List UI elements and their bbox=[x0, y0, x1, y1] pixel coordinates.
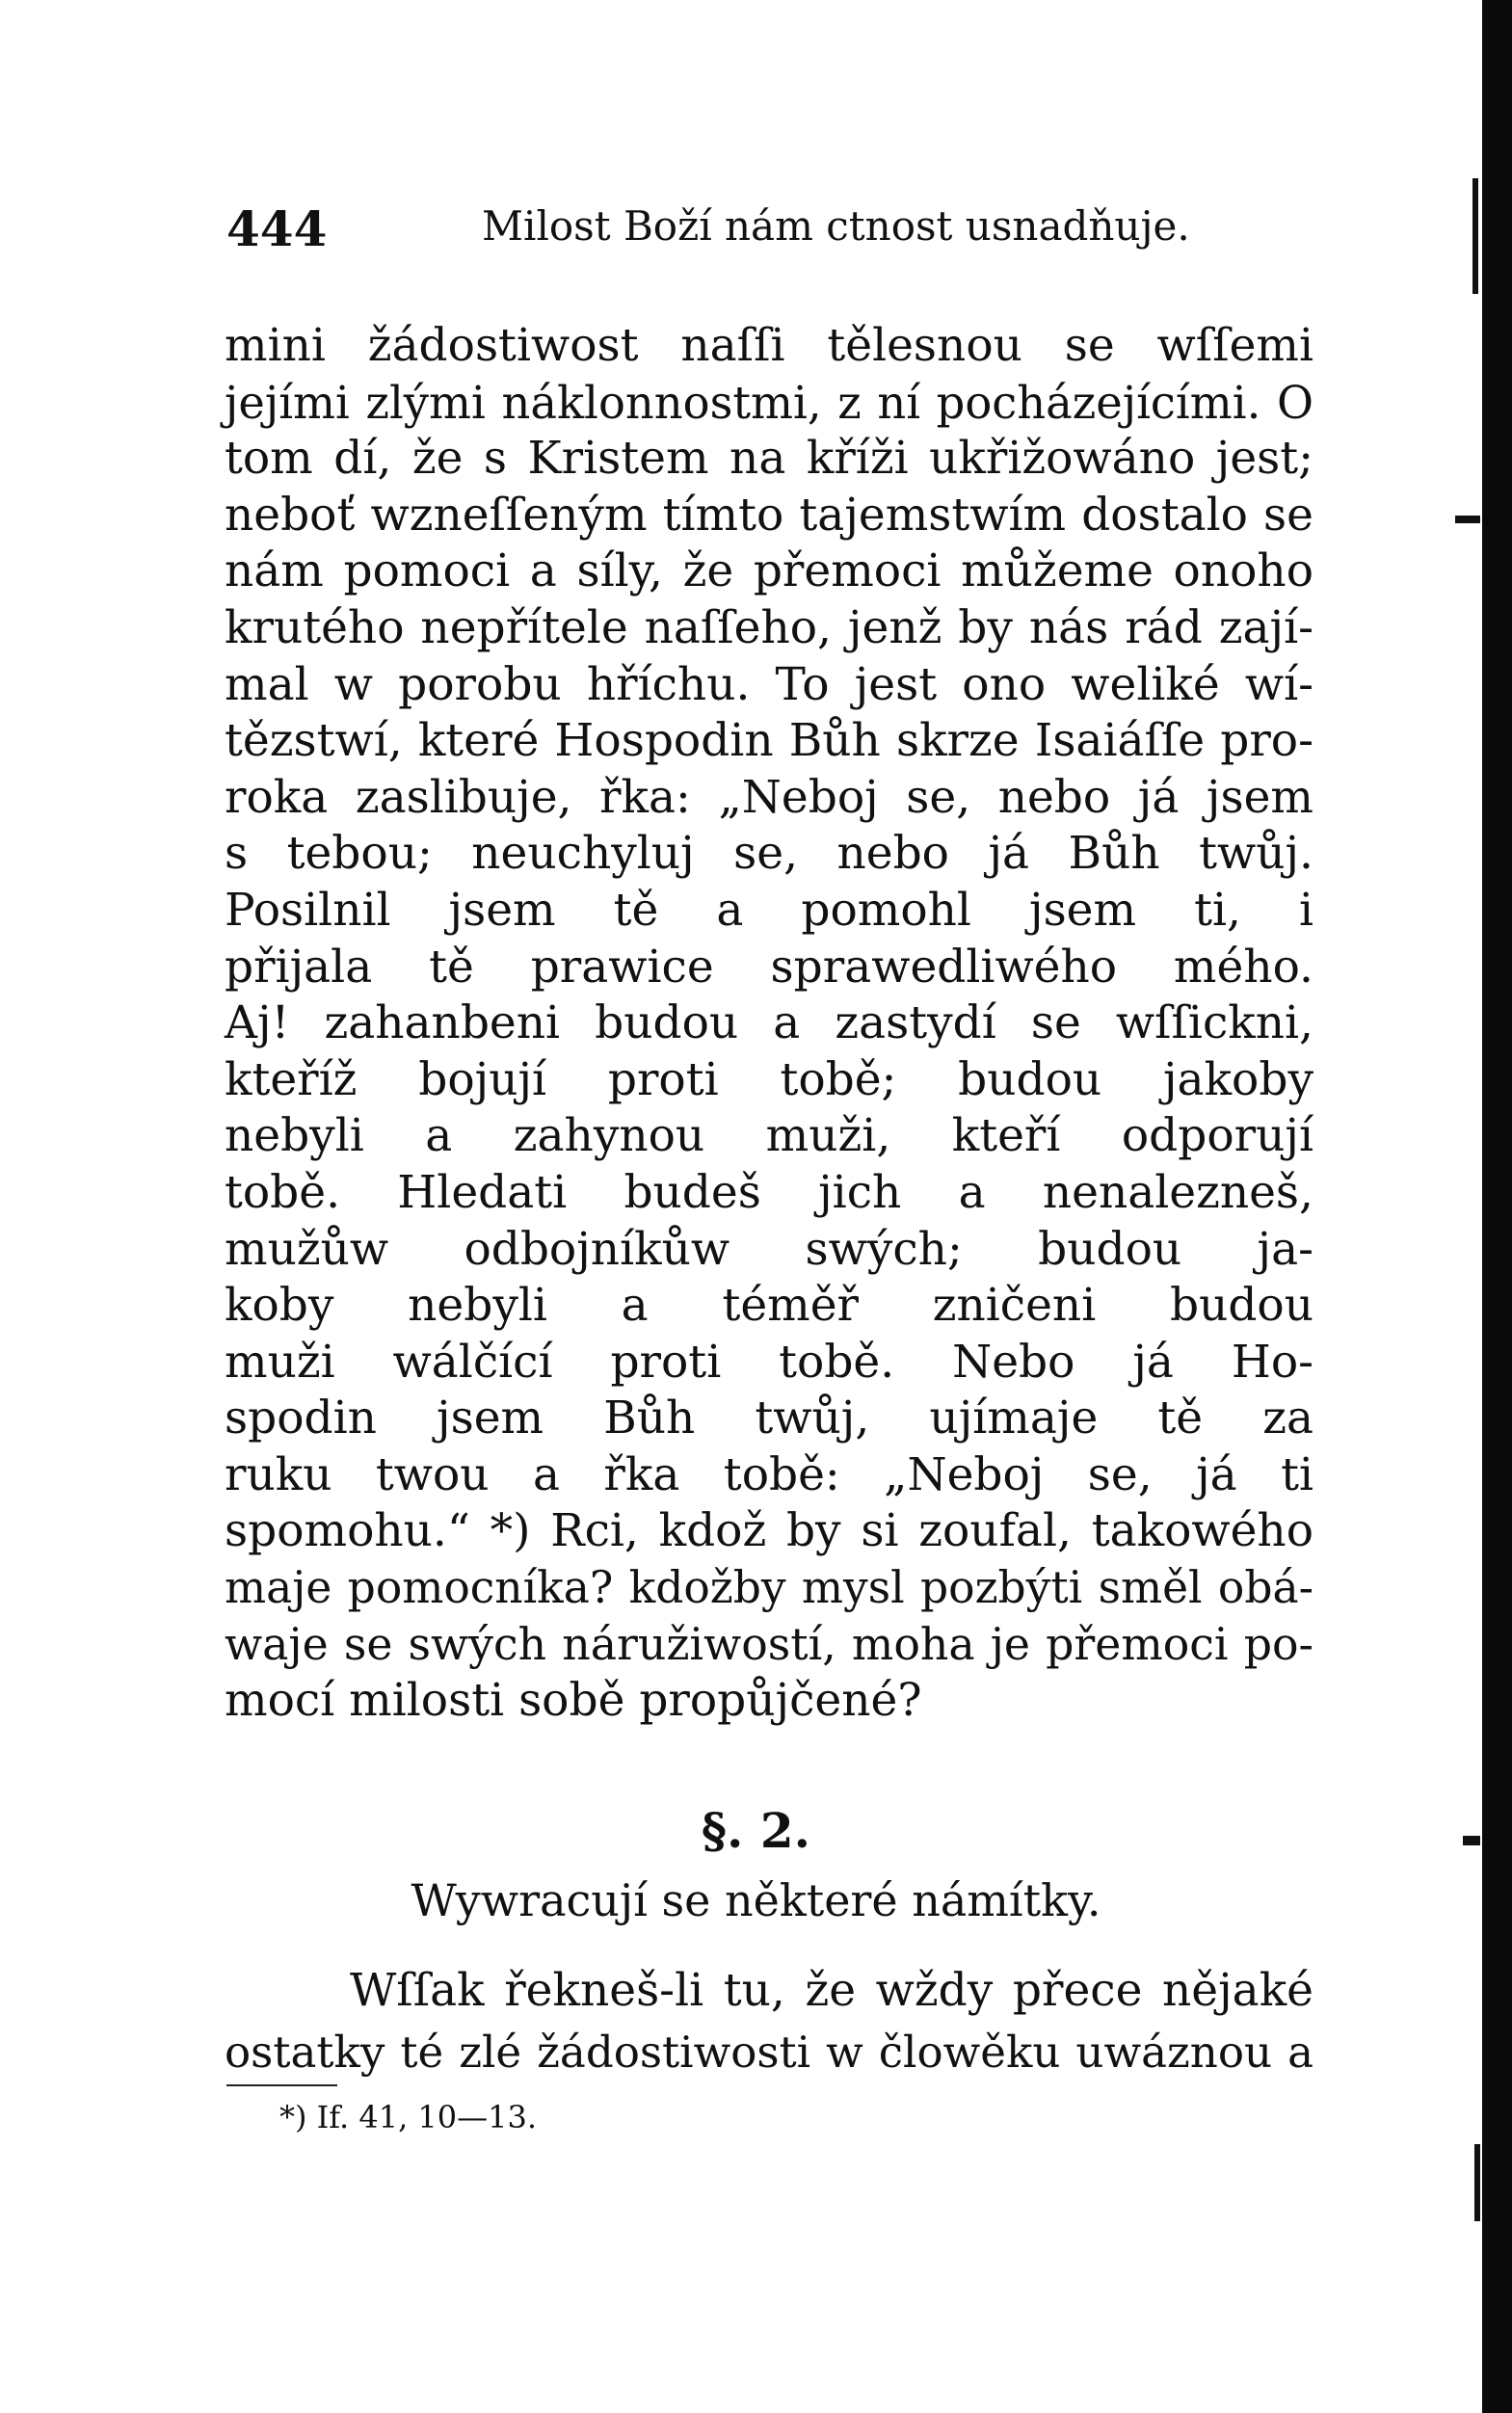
footnote: *) If. 41, 10—13. bbox=[279, 2099, 538, 2135]
text-line: spodin jsem Bůh twůj, ujímaje tě za bbox=[225, 1392, 1313, 1445]
footnote-rule bbox=[226, 2084, 337, 2086]
text-line: jejími zlými náklonnostmi, z ní pocházejícími. O bbox=[225, 376, 1313, 429]
text-line: ostatky té zlé žádostiwosti w člowěku uwáznou a bbox=[225, 2027, 1313, 2078]
text-line: neboť wzneſſeným tímto tajemstwím dostalo se bbox=[225, 488, 1313, 542]
text-line: přijala tě prawice sprawedliwého mého. bbox=[225, 940, 1313, 994]
text-line: muži wálčící proti tobě. Nebo já Ho- bbox=[225, 1335, 1313, 1389]
text-line: mužůw odbojníkůw swých; budou ja- bbox=[225, 1222, 1313, 1276]
section-number: §. 2. bbox=[701, 1802, 811, 1859]
text-line: Posilnil jsem tě a pomohl jsem ti, i bbox=[225, 883, 1313, 937]
text-line: spomohu.“ *) Rci, kdož by si zoufal, takowého bbox=[225, 1504, 1313, 1558]
text-line: waje se swých náružiwostí, moha je přemoci po- bbox=[225, 1618, 1313, 1670]
text-line: tom dí, že s Kristem na kříži ukřižowáno jest; bbox=[225, 432, 1313, 486]
text-line: Wſſak řekneš-li tu, že wždy přece nějaké bbox=[350, 1964, 1313, 2017]
text-line: mini žádostiwost naſſi tělesnou se wſſemi bbox=[225, 319, 1313, 372]
scan-mark bbox=[1463, 1836, 1480, 1845]
section-title: Wywracují se některé námítky. bbox=[411, 1874, 1101, 1926]
text-line: koby nebyli a téměř zničeni budou bbox=[225, 1279, 1313, 1333]
text-line: ruku twou a řka tobě: „Neboj se, já ti bbox=[225, 1447, 1313, 1501]
page-header bbox=[226, 193, 1306, 260]
text-line: nebyli a zahynou muži, kteří odporují bbox=[225, 1109, 1313, 1163]
text-line: kteříž bojují proti tobě; budou jakoby bbox=[225, 1052, 1313, 1106]
scan-border bbox=[1482, 0, 1512, 2413]
text-line: nám pomoci a síly, že přemoci můžeme onoho bbox=[225, 544, 1313, 598]
text-line: mal w porobu hříchu. To jest ono weliké wí- bbox=[225, 657, 1313, 711]
text-line: mocí milosti sobě propůjčené? bbox=[225, 1674, 922, 1728]
text-line: tobě. Hledati budeš jich a nenalezneš, bbox=[225, 1165, 1313, 1219]
scan-mark bbox=[1474, 2144, 1480, 2221]
page-number: 444 bbox=[226, 200, 328, 257]
scan-mark bbox=[1455, 516, 1480, 523]
paragraph-2 bbox=[225, 1960, 1313, 2083]
text-line: tězstwí, které Hospodin Bůh skrze Isaiáſſe pro- bbox=[225, 714, 1313, 768]
running-title: Milost Boží nám ctnost usnadňuje. bbox=[482, 202, 1190, 250]
text-line: maje pomocníka? kdožby mysl pozbýti směl obá- bbox=[225, 1562, 1313, 1614]
text-line: krutého nepřítele naſſeho, jenž by nás rád zají- bbox=[225, 600, 1313, 654]
scan-mark bbox=[1472, 178, 1478, 294]
text-line: roka zaslibuje, řka: „Neboj se, nebo já jsem bbox=[225, 770, 1313, 824]
text-line: Aj! zahanbeni budou a zastydí se wſſickni, bbox=[225, 996, 1313, 1050]
paragraph-1 bbox=[225, 318, 1313, 1730]
text-line: s tebou; neuchyluj se, nebo já Bůh twůj. bbox=[225, 827, 1313, 881]
